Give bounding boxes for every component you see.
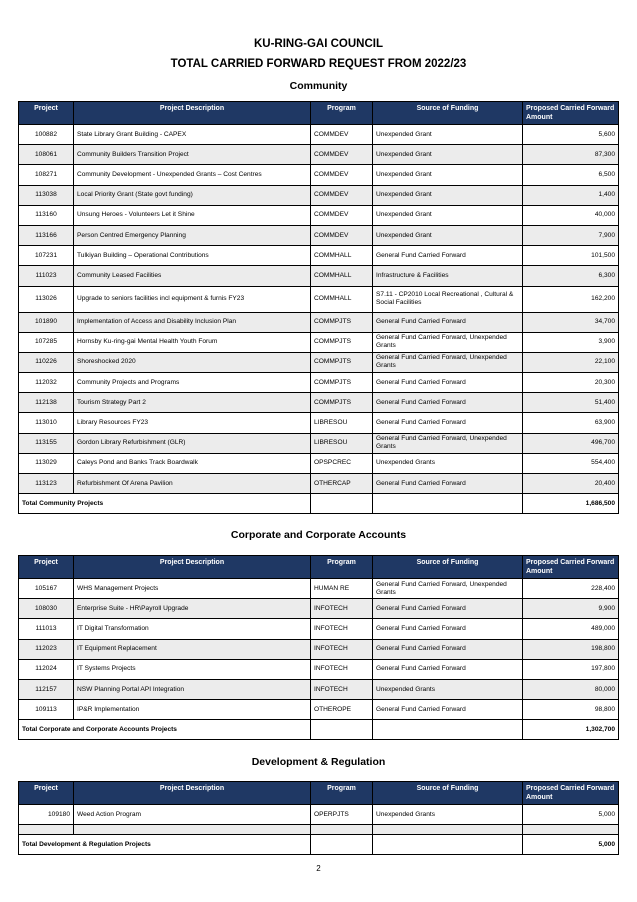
program-cell: HUMAN RE [311, 579, 373, 599]
empty-cell [373, 720, 523, 740]
amount-cell: 198,800 [523, 639, 619, 659]
total-amount: 1,302,700 [523, 720, 619, 740]
project-id-cell: 113166 [19, 225, 74, 245]
project-id-cell: 109180 [19, 805, 74, 825]
funding-source-cell: Unexpended Grants [373, 679, 523, 699]
description-cell: Upgrade to seniors facilities incl equipment & furnis FY23 [74, 286, 311, 312]
funding-source-cell: Unexpended Grants [373, 805, 523, 825]
funding-source-cell: Unexpended Grants [373, 453, 523, 473]
council-name: KU-RING-GAI COUNCIL [253, 38, 384, 50]
description-cell: Community Leased Facilities [74, 266, 311, 286]
empty-cell [373, 835, 523, 855]
program-cell: LIBRESOU [311, 433, 373, 453]
funding-source-cell: General Fund Carried Forward, Unexpended Grants [373, 352, 523, 372]
project-id-cell: 113026 [19, 286, 74, 312]
funding-source-cell: General Fund Carried Forward [373, 659, 523, 679]
funding-source-cell: General Fund Carried Forward [373, 599, 523, 619]
col-header-description: Project Description [74, 556, 311, 579]
col-header-description: Project Description [74, 102, 311, 125]
table-row [19, 332, 619, 352]
funding-source-cell: Unexpended Grant [373, 185, 523, 205]
col-header-amount: Proposed Carried Forward Amount [523, 556, 619, 579]
program-cell: OTHEROPE [311, 700, 373, 720]
amount-cell: 20,300 [523, 373, 619, 393]
amount-cell: 496,700 [523, 433, 619, 453]
funding-source-cell: General Fund Carried Forward [373, 246, 523, 266]
program-cell: COMMDEV [311, 145, 373, 165]
project-id-cell: 109113 [19, 700, 74, 720]
description-cell: Community Development - Unexpended Grants – Cost Centres [74, 165, 311, 185]
funding-source-cell [373, 825, 523, 835]
description-cell: Local Priority Grant (State govt funding) [74, 185, 311, 205]
funding-source-cell: General Fund Carried Forward, Unexpended Grants [373, 332, 523, 352]
table-row [19, 679, 619, 699]
program-cell: COMMPJTS [311, 373, 373, 393]
development-rows [19, 805, 619, 855]
table-row [19, 373, 619, 393]
funding-source-cell: General Fund Carried Forward [373, 700, 523, 720]
table-row [19, 619, 619, 639]
total-label: Total Community Projects [19, 494, 311, 514]
table-row [19, 413, 619, 433]
description-cell: IT Equipment Replacement [74, 639, 311, 659]
table-row [19, 266, 619, 286]
description-cell: IP&R Implementation [74, 700, 311, 720]
description-cell: IT Digital Transformation [74, 619, 311, 639]
funding-source-cell: General Fund Carried Forward [373, 373, 523, 393]
program-cell: INFOTECH [311, 679, 373, 699]
table-row [19, 246, 619, 266]
funding-source-cell: General Fund Carried Forward [373, 312, 523, 332]
amount-cell: 22,100 [523, 352, 619, 372]
description-cell: Tourism Strategy Part 2 [74, 393, 311, 413]
amount-cell: 6,500 [523, 165, 619, 185]
description-cell: Refurbishment Of Arena Pavilion [74, 474, 311, 494]
table-row [19, 393, 619, 413]
amount-cell: 20,400 [523, 474, 619, 494]
description-cell: State Library Grant Building - CAPEX [74, 125, 311, 145]
project-id-cell: 112157 [19, 679, 74, 699]
project-id-cell: 101890 [19, 312, 74, 332]
program-cell: COMMHALL [311, 246, 373, 266]
amount-cell: 87,300 [523, 145, 619, 165]
program-cell: INFOTECH [311, 639, 373, 659]
program-cell: COMMPJTS [311, 332, 373, 352]
table-row [19, 639, 619, 659]
project-id-cell: 100882 [19, 125, 74, 145]
project-id-cell: 111023 [19, 266, 74, 286]
program-cell: COMMDEV [311, 205, 373, 225]
funding-source-cell: General Fund Carried Forward [373, 393, 523, 413]
project-id-cell: 105167 [19, 579, 74, 599]
funding-source-cell: General Fund Carried Forward, Unexpended Grants [373, 579, 523, 599]
project-id-cell: 113038 [19, 185, 74, 205]
community-table [18, 101, 619, 514]
project-id-cell [19, 825, 74, 835]
project-id-cell: 113010 [19, 413, 74, 433]
total-row [19, 494, 619, 514]
funding-source-cell: S7.11 - CP2010 Local Recreational , Cultural & Social Facilities [373, 286, 523, 312]
description-cell: Hornsby Ku-ring-gai Mental Health Youth Forum [74, 332, 311, 352]
funding-source-cell: General Fund Carried Forward [373, 639, 523, 659]
program-cell [311, 825, 373, 835]
program-cell: INFOTECH [311, 659, 373, 679]
amount-cell: 228,400 [523, 579, 619, 599]
description-cell: Gordon Library Refurbishment (GLR) [74, 433, 311, 453]
table-header-row [19, 556, 619, 579]
table-row [19, 185, 619, 205]
table-row [19, 805, 619, 825]
description-cell: Tulkiyan Building – Operational Contributions [74, 246, 311, 266]
funding-source-cell: Infrastructure & Facilities [373, 266, 523, 286]
project-id-cell: 113155 [19, 433, 74, 453]
table-row [19, 225, 619, 245]
section-title-corporate: Corporate and Corporate Accounts [230, 529, 407, 541]
amount-cell: 51,400 [523, 393, 619, 413]
section-title-community: Community [289, 80, 348, 92]
table-row [19, 125, 619, 145]
amount-cell: 34,700 [523, 312, 619, 332]
col-header-funding: Source of Funding [373, 102, 523, 125]
project-id-cell: 110226 [19, 352, 74, 372]
project-id-cell: 107285 [19, 332, 74, 352]
page-number: 2 [316, 864, 321, 873]
funding-source-cell: General Fund Carried Forward [373, 474, 523, 494]
section-title-development: Development & Regulation [251, 756, 386, 768]
table-row [19, 579, 619, 599]
amount-cell: 98,800 [523, 700, 619, 720]
project-id-cell: 113123 [19, 474, 74, 494]
amount-cell: 63,900 [523, 413, 619, 433]
project-id-cell: 112032 [19, 373, 74, 393]
funding-source-cell: Unexpended Grant [373, 205, 523, 225]
col-header-amount: Proposed Carried Forward Amount [523, 782, 619, 805]
col-header-amount: Proposed Carried Forward Amount [523, 102, 619, 125]
total-row [19, 720, 619, 740]
project-id-cell: 112138 [19, 393, 74, 413]
table-row [19, 700, 619, 720]
program-cell: COMMHALL [311, 266, 373, 286]
corporate-table [18, 555, 619, 740]
program-cell: COMMDEV [311, 125, 373, 145]
total-label: Total Development & Regulation Projects [19, 835, 311, 855]
total-amount: 5,000 [523, 835, 619, 855]
funding-source-cell: General Fund Carried Forward [373, 619, 523, 639]
total-row [19, 835, 619, 855]
program-cell: COMMPJTS [311, 312, 373, 332]
corporate-rows [19, 579, 619, 740]
program-cell: OTHERCAP [311, 474, 373, 494]
col-header-description: Project Description [74, 782, 311, 805]
amount-cell: 101,500 [523, 246, 619, 266]
program-cell: OPSPCREC [311, 453, 373, 473]
project-id-cell: 113160 [19, 205, 74, 225]
description-cell: Weed Action Program [74, 805, 311, 825]
program-cell: COMMDEV [311, 185, 373, 205]
program-cell: COMMDEV [311, 165, 373, 185]
project-id-cell: 113029 [19, 453, 74, 473]
table-row [19, 145, 619, 165]
description-cell: Community Builders Transition Project [74, 145, 311, 165]
col-header-program: Program [311, 782, 373, 805]
amount-cell: 40,000 [523, 205, 619, 225]
amount-cell: 7,900 [523, 225, 619, 245]
table-header-row [19, 102, 619, 125]
amount-cell: 5,600 [523, 125, 619, 145]
program-cell: LIBRESOU [311, 413, 373, 433]
description-cell: Shoreshocked 2020 [74, 352, 311, 372]
funding-source-cell: General Fund Carried Forward, Unexpended Grants [373, 433, 523, 453]
project-id-cell: 107231 [19, 246, 74, 266]
project-id-cell: 108271 [19, 165, 74, 185]
empty-cell [311, 494, 373, 514]
col-header-project: Project [19, 102, 74, 125]
description-cell: WHS Management Projects [74, 579, 311, 599]
amount-cell: 197,800 [523, 659, 619, 679]
program-cell: INFOTECH [311, 619, 373, 639]
amount-cell: 9,900 [523, 599, 619, 619]
project-id-cell: 112023 [19, 639, 74, 659]
program-cell: COMMPJTS [311, 393, 373, 413]
table-row [19, 659, 619, 679]
table-row [19, 205, 619, 225]
description-cell: Community Projects and Programs [74, 373, 311, 393]
amount-cell: 80,000 [523, 679, 619, 699]
description-cell: Unsung Heroes - Volunteers Let it Shine [74, 205, 311, 225]
empty-cell [311, 835, 373, 855]
program-cell: COMMHALL [311, 286, 373, 312]
table-row [19, 352, 619, 372]
col-header-program: Program [311, 556, 373, 579]
project-id-cell: 111013 [19, 619, 74, 639]
amount-cell: 162,200 [523, 286, 619, 312]
project-id-cell: 108030 [19, 599, 74, 619]
funding-source-cell: General Fund Carried Forward [373, 413, 523, 433]
table-row [19, 286, 619, 312]
amount-cell: 1,400 [523, 185, 619, 205]
report-title: TOTAL CARRIED FORWARD REQUEST FROM 2022/23 [170, 58, 467, 70]
col-header-funding: Source of Funding [373, 556, 523, 579]
col-header-project: Project [19, 782, 74, 805]
table-row [19, 825, 619, 835]
table-row [19, 453, 619, 473]
description-cell: Enterprise Suite - HR\Payroll Upgrade [74, 599, 311, 619]
amount-cell: 6,300 [523, 266, 619, 286]
table-row [19, 433, 619, 453]
description-cell: IT Systems Projects [74, 659, 311, 679]
development-table [18, 781, 619, 855]
col-header-program: Program [311, 102, 373, 125]
funding-source-cell: Unexpended Grant [373, 145, 523, 165]
program-cell: COMMDEV [311, 225, 373, 245]
program-cell: INFOTECH [311, 599, 373, 619]
table-row [19, 312, 619, 332]
total-label: Total Corporate and Corporate Accounts Projects [19, 720, 311, 740]
program-cell: COMMPJTS [311, 352, 373, 372]
funding-source-cell: Unexpended Grant [373, 125, 523, 145]
amount-cell: 489,000 [523, 619, 619, 639]
table-header-row [19, 782, 619, 805]
funding-source-cell: Unexpended Grant [373, 165, 523, 185]
program-cell: OPERPJTS [311, 805, 373, 825]
description-cell: NSW Planning Portal API Integration [74, 679, 311, 699]
empty-cell [373, 494, 523, 514]
total-amount: 1,686,500 [523, 494, 619, 514]
project-id-cell: 112024 [19, 659, 74, 679]
project-id-cell: 108061 [19, 145, 74, 165]
amount-cell: 554,400 [523, 453, 619, 473]
amount-cell [523, 825, 619, 835]
empty-cell [311, 720, 373, 740]
description-cell: Library Resources FY23 [74, 413, 311, 433]
description-cell: Person Centred Emergency Planning [74, 225, 311, 245]
description-cell: Caleys Pond and Banks Track Boardwalk [74, 453, 311, 473]
community-rows [19, 125, 619, 514]
description-cell: Implementation of Access and Disability Inclusion Plan [74, 312, 311, 332]
table-row [19, 165, 619, 185]
col-header-funding: Source of Funding [373, 782, 523, 805]
description-cell [74, 825, 311, 835]
col-header-project: Project [19, 556, 74, 579]
amount-cell: 3,900 [523, 332, 619, 352]
amount-cell: 5,000 [523, 805, 619, 825]
table-row [19, 474, 619, 494]
table-row [19, 599, 619, 619]
funding-source-cell: Unexpended Grant [373, 225, 523, 245]
